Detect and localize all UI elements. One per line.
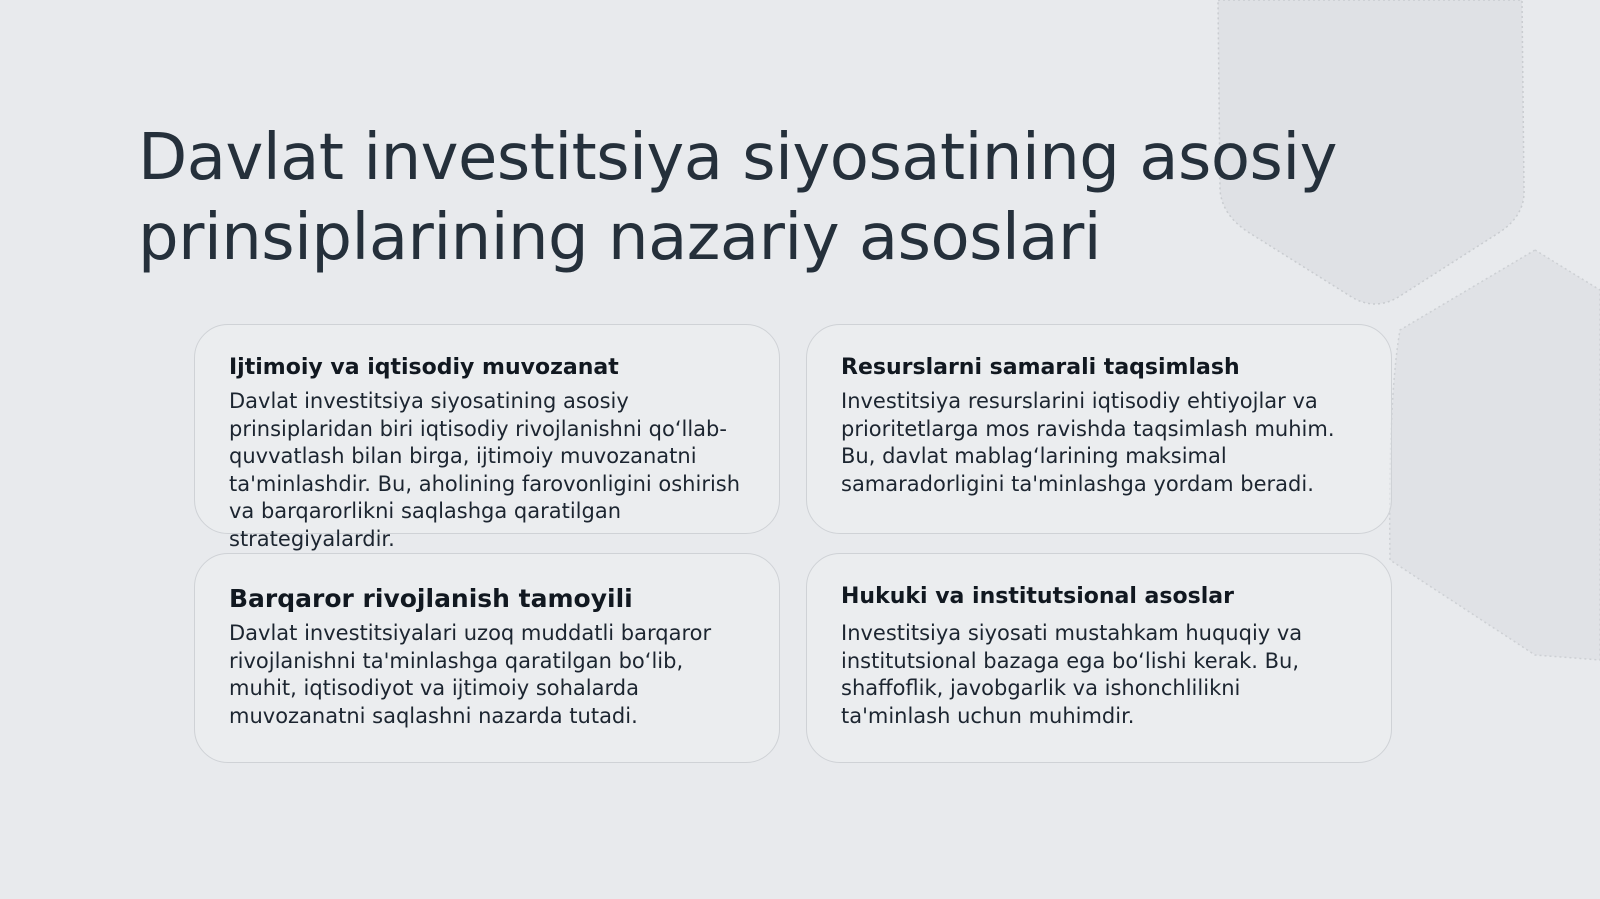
principle-card-social-economic-balance xyxy=(194,324,780,551)
card-text: Investitsiya resurslarini iqtisodiy ehtiyojlar va prioritetlarga mos ravishda taqsimlash muhim. Bu, davlat mablag‘larining maksimal samaradorligini ta'minlashga yordam beradi. xyxy=(841,389,1335,496)
card-text: Davlat investitsiya siyosatining asosiy prinsiplaridan biri iqtisodiy rivojlanishni qo‘llab-quvvatlash bilan birga, ijtimoiy muvozanatni ta'minlashdir. Bu, aholining farovonligini oshirish va barqarorlikni saqlashga qaratilgan strategiyalardir. xyxy=(229,389,741,551)
principle-card-resource-allocation xyxy=(806,324,1392,534)
principle-card-sustainable-development xyxy=(194,553,780,763)
card-heading: Hukuki va institutsional asoslar xyxy=(841,584,1234,609)
card-text: Investitsiya siyosati mustahkam huquqiy va institutsional bazaga ega bo‘lishi kerak. Bu, shaffoflik, javobgarlik va ishonchlilikni ta'minlash uchun muhimdir. xyxy=(841,621,1303,728)
card-heading: Barqaror rivojlanish tamoyili xyxy=(229,584,633,613)
card-heading: Resurslarni samarali taqsimlash xyxy=(841,355,1240,380)
slide-title: Davlat investitsiya siyosatining asosiy prinsiplarining nazariy asoslari xyxy=(138,121,1337,275)
card-text: Davlat investitsiyalari uzoq muddatli barqaror rivojlanishni ta'minlashga qaratilgan bo‘lib, muhit, iqtisodiyot va ijtimoiy sohalarda muvozanatni saqlashni nazarda tutadi. xyxy=(229,621,712,728)
card-heading: Ijtimoiy va iqtisodiy muvozanat xyxy=(229,355,619,380)
principle-card-legal-institutional xyxy=(806,553,1392,763)
